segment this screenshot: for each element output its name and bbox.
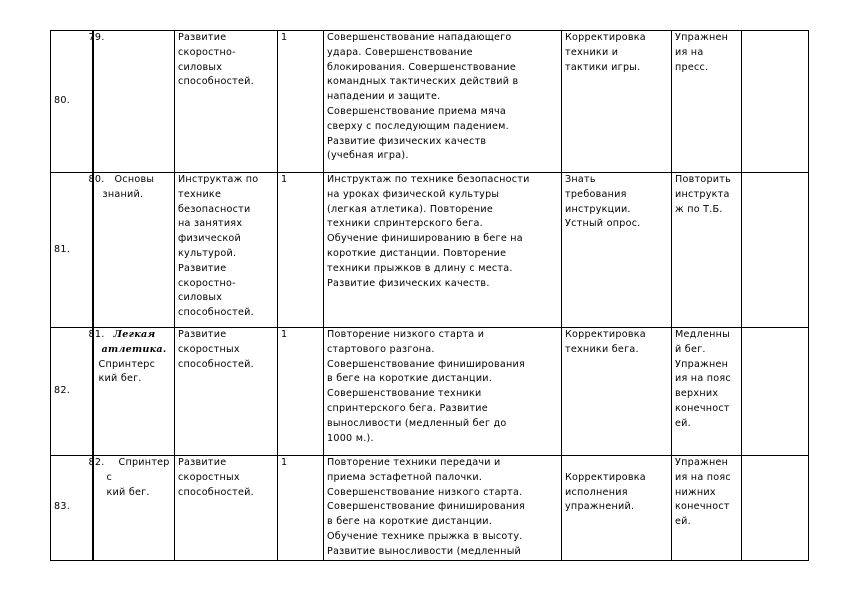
control-cell: Корректировка техники бега. xyxy=(562,328,672,456)
row-number: 80. xyxy=(51,31,93,173)
lesson-number: 79. xyxy=(88,32,105,43)
control-cell: Знать требования инструкции. Устный опрос. xyxy=(562,173,672,328)
section-cell: Развитие скоростных способностей. xyxy=(175,456,278,561)
topic-text: Основы знаний. xyxy=(102,174,155,200)
table-row xyxy=(51,31,809,173)
section-cell: Развитие скоростных способностей. xyxy=(175,328,278,456)
row-number: 81. xyxy=(51,173,93,328)
homework-cell: Упражнен ия на пресс. xyxy=(672,31,742,173)
table-row xyxy=(51,456,809,561)
lesson-number: 80. xyxy=(88,174,105,185)
topic-bold-text: Легкая атлетика. xyxy=(101,329,167,355)
row-number: 82. xyxy=(51,328,93,456)
hours-cell: 1 xyxy=(278,328,324,456)
section-cell: Развитие скоростно- силовых способностей. xyxy=(175,31,278,173)
control-cell: Корректировка исполнения упражнений. xyxy=(562,456,672,561)
content-cell: Повторение техники передачи и приема эстафетной палочки. Совершенствование низкого старта. Совершенствование финиширования в беге на короткие дистанции. Обучение технике прыжка в высоту. Развитие выносливости (медленный xyxy=(324,456,562,561)
hours-cell: 1 xyxy=(278,31,324,173)
section-cell: Инструктаж по технике безопасности на занятиях физической культурой. Развитие скоростно- силовых способностей. xyxy=(175,173,278,328)
topic-cell xyxy=(88,456,175,561)
lesson-number: 82. xyxy=(88,457,105,468)
homework-cell: Упражнен ия на пояс нижних конечност ей. xyxy=(672,456,742,561)
lesson-number: 81. xyxy=(88,329,105,340)
topic-text: Спринтерс кий бег. xyxy=(98,358,156,385)
row-number: 83. xyxy=(51,456,93,561)
lesson-plan-table xyxy=(50,30,809,561)
homework-cell: Повторить инструкта ж по Т.Б. xyxy=(672,173,742,328)
topic-cell xyxy=(88,173,175,328)
extra-cell xyxy=(742,31,809,173)
hours-cell: 1 xyxy=(278,456,324,561)
topic-cell xyxy=(88,328,175,456)
homework-cell: Медленны й бег. Упражнен ия на пояс верхних конечност ей. xyxy=(672,328,742,456)
control-cell: Корректировка техники и тактики игры. xyxy=(562,31,672,173)
content-cell: Повторение низкого старта и стартового разгона. Совершенствование финиширования в беге на короткие дистанции. Совершенствование техники спринтерского бега. Развитие выносливости (медленный бег до 1000 м.). xyxy=(324,328,562,456)
topic-cell xyxy=(88,31,175,173)
extra-cell xyxy=(742,456,809,561)
extra-cell xyxy=(742,173,809,328)
table-row xyxy=(51,328,809,456)
content-cell: Инструктаж по технике безопасности на уроках физической культуры (легкая атлетика). Повторение техники спринтерского бега. Обучение финишированию в беге на короткие дистанции. Повторение техники прыжков в длину с места. Развитие физических качеств. xyxy=(324,173,562,328)
table-row xyxy=(51,173,809,328)
topic-text: Спринтерс кий бег. xyxy=(106,457,170,498)
content-cell: Совершенствование нападающего удара. Совершенствование блокирования. Совершенствование командных тактических действий в нападении и защите. Совершенствование приема мяча сверху с последующим падением. Развитие физических качеств (учебная игра). xyxy=(324,31,562,173)
hours-cell: 1 xyxy=(278,173,324,328)
extra-cell xyxy=(742,328,809,456)
